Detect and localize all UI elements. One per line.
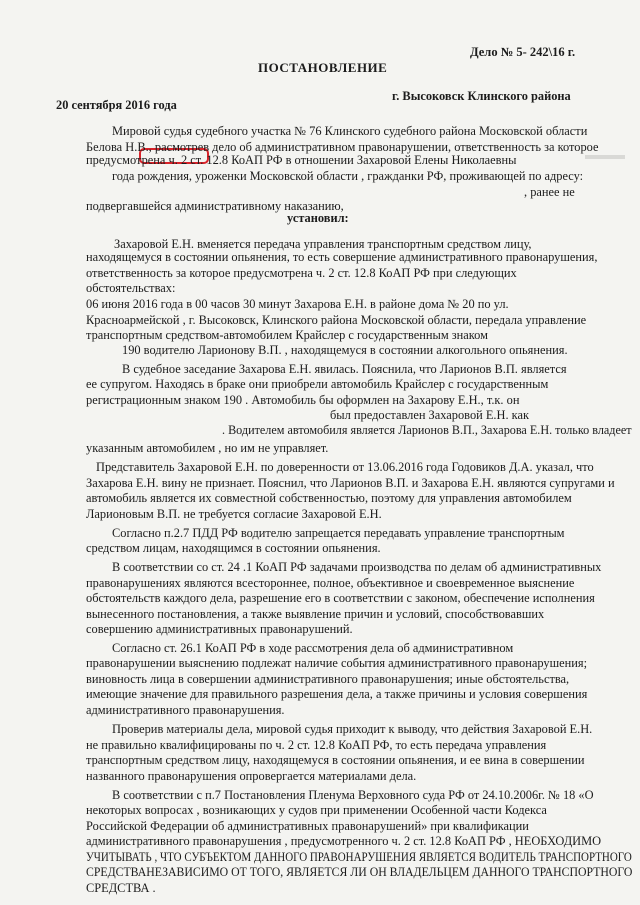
body-line: виновность лица в совершении административного правонарушения; иные обстоятельства, <box>86 672 570 686</box>
body-line: ее супругом. Находясь в браке они приобрели автомобиль Крайслер с государственным <box>86 377 549 391</box>
scan-mark <box>585 155 625 159</box>
body-line: административного правонарушения , предусмотренного ч. 2 ст. 12.8 КоАП РФ , НЕОБХОДИМО <box>86 834 602 848</box>
body-line: обстоятельствах: <box>86 281 176 295</box>
body-line: административного правонарушения. <box>86 703 285 717</box>
body-line: УЧИТЫВАТЬ , ЧТО СУБЪЕКТОМ ДАННОГО ПРАВОНАРУШЕНИЯ ЯВЛЯЕТСЯ ВОДИТЕЛЬ ТРАНСПОРТНОГО <box>86 850 632 864</box>
body-line: обстоятельств каждого дела, разрешение его в соответствии с законом, обеспечение исполнения <box>86 591 595 605</box>
body-line: средством лицам, находящимся в состоянии опьянения. <box>86 541 381 555</box>
body-line: имеющие значение для правильного разрешения дела, а также причины и условия совершения <box>86 687 588 701</box>
body-line: ответственность за которое предусмотрена ч. 2 ст. 12.8 КоАП РФ при следующих <box>86 266 517 280</box>
body-line: 06 июня 2016 года в 00 часов 30 минут Захарова Е.Н. в районе дома № 20 по ул. <box>86 297 509 311</box>
body-line: правонарушении выяснению подлежат наличие события административного правонарушения; <box>86 656 588 670</box>
document-place: г. Высоковск Клинского района <box>392 89 571 103</box>
body-line: транспортным средством лицу, находящемуся в состоянии опьянения, и ее вина в совершении <box>86 753 585 767</box>
body-line: регистрационным знаком 190 . Автомобиль бы оформлен на Захарову Е.Н., т.к. он <box>86 393 520 407</box>
document-title: ПОСТАНОВЛЕНИЕ <box>258 60 388 75</box>
body-line: правонарушениях являются всестороннее, полное, объективное и своевременное выяснение <box>86 576 575 590</box>
body-line: некоторых вопросах , возникающих у судов при применении Особенной части Кодекса <box>86 803 547 817</box>
body-line: Проверив материалы дела, мировой судья приходит к выводу, что действия Захаровой Е.Н. <box>112 722 593 736</box>
body-line: указанным автомобилем , но им не управляет. <box>86 441 329 455</box>
body-line: подвергавшейся административному наказанию, <box>86 199 344 213</box>
body-line: не правильно квалифицированы по ч. 2 ст. 12.8 КоАП РФ, то есть передача управления <box>86 738 547 752</box>
body-line: совершению административных правонарушений. <box>86 622 353 636</box>
body-line: Красноармейской , г. Высоковск, Клинского района Московской области, передала управление <box>86 313 587 327</box>
body-line: В соответствии с п.7 Постановления Пленума Верховного суда РФ от 24.10.2006г. № 18 «О <box>112 788 594 802</box>
body-line: Белова Н.В., расмотрев дело об административном правонарушении, ответственность за которое <box>86 140 599 154</box>
body-line: названного правонарушения опровергается материалами дела. <box>86 769 417 783</box>
body-line: СРЕДСТВА . <box>86 881 156 895</box>
body-line: 190 водителю Ларионову В.П. , находящемуся в состоянии алкогольного опьянения. <box>122 343 568 357</box>
body-line: В соответствии со ст. 24 .1 КоАП РФ задачами производства по делам об административных <box>112 560 602 574</box>
body-line: был предоставлен Захаровой Е.Н. как <box>330 408 530 422</box>
body-line: года рождения, уроженки Московской области , гражданки РФ, проживающей по адресу: <box>112 169 584 183</box>
body-line: Мировой судья судебного участка № 76 Клинского судебного района Московской области <box>112 124 588 138</box>
section-heading: установил: <box>287 211 349 225</box>
body-line: , ранее не <box>524 185 575 199</box>
body-line: В судебное заседание Захарова Е.Н. явилась. Пояснила, что Ларионов В.П. является <box>122 362 567 376</box>
body-line: Представитель Захаровой Е.Н. по доверенности от 13.06.2016 года Годовиков Д.А. указал, что <box>96 460 594 474</box>
body-line: Ларионовым В.П. не требуется согласие Захаровой Е.Н. <box>86 507 382 521</box>
body-line: находящемуся в состоянии опьянения, то есть совершение административного правонарушения, <box>86 250 598 264</box>
body-line: предусмотрена ч. 2 ст. 12.8 КоАП РФ в отношении Захаровой Елены Николаевны <box>86 153 517 167</box>
body-line: вынесенного постановления, а также выявление причин и условий, способствовавших <box>86 607 545 621</box>
body-line: СРЕДСТВАНЕЗАВИСИМО ОТ ТОГО, ЯВЛЯЕТСЯ ЛИ ОН ВЛАДЕЛЬЦЕМ ДАННОГО ТРАНСПОРТНОГО <box>86 865 633 879</box>
body-line: транспортным средством-автомобилем Крайслер с государственным знаком <box>86 328 488 342</box>
document-date: 20 сентября 2016 года <box>56 98 177 112</box>
body-line: Захарова Е.Н. вину не признает. Пояснил, что Ларионов В.П. и Захарова Е.Н. являются супругами и <box>86 476 615 490</box>
body-line: автомобиль является их совместной собственностью, поэтому для управления автомобилем <box>86 491 572 505</box>
body-line: Захаровой Е.Н. вменяется передача управления транспортным средством лицу, <box>114 237 532 251</box>
body-line: Согласно п.2.7 ПДД РФ водителю запрещается передавать управление транспортным <box>112 526 565 540</box>
case-number: Дело № 5- 242\16 г. <box>470 45 576 59</box>
body-line: . Водителем автомобиля является Ларионов В.П., Захарова Е.Н. только владеет <box>222 423 632 437</box>
body-line: Согласно ст. 26.1 КоАП РФ в ходе рассмотрения дела об административном <box>112 641 514 655</box>
body-line: Российской Федерации об административных правонарушений» при квалификации <box>86 819 529 833</box>
